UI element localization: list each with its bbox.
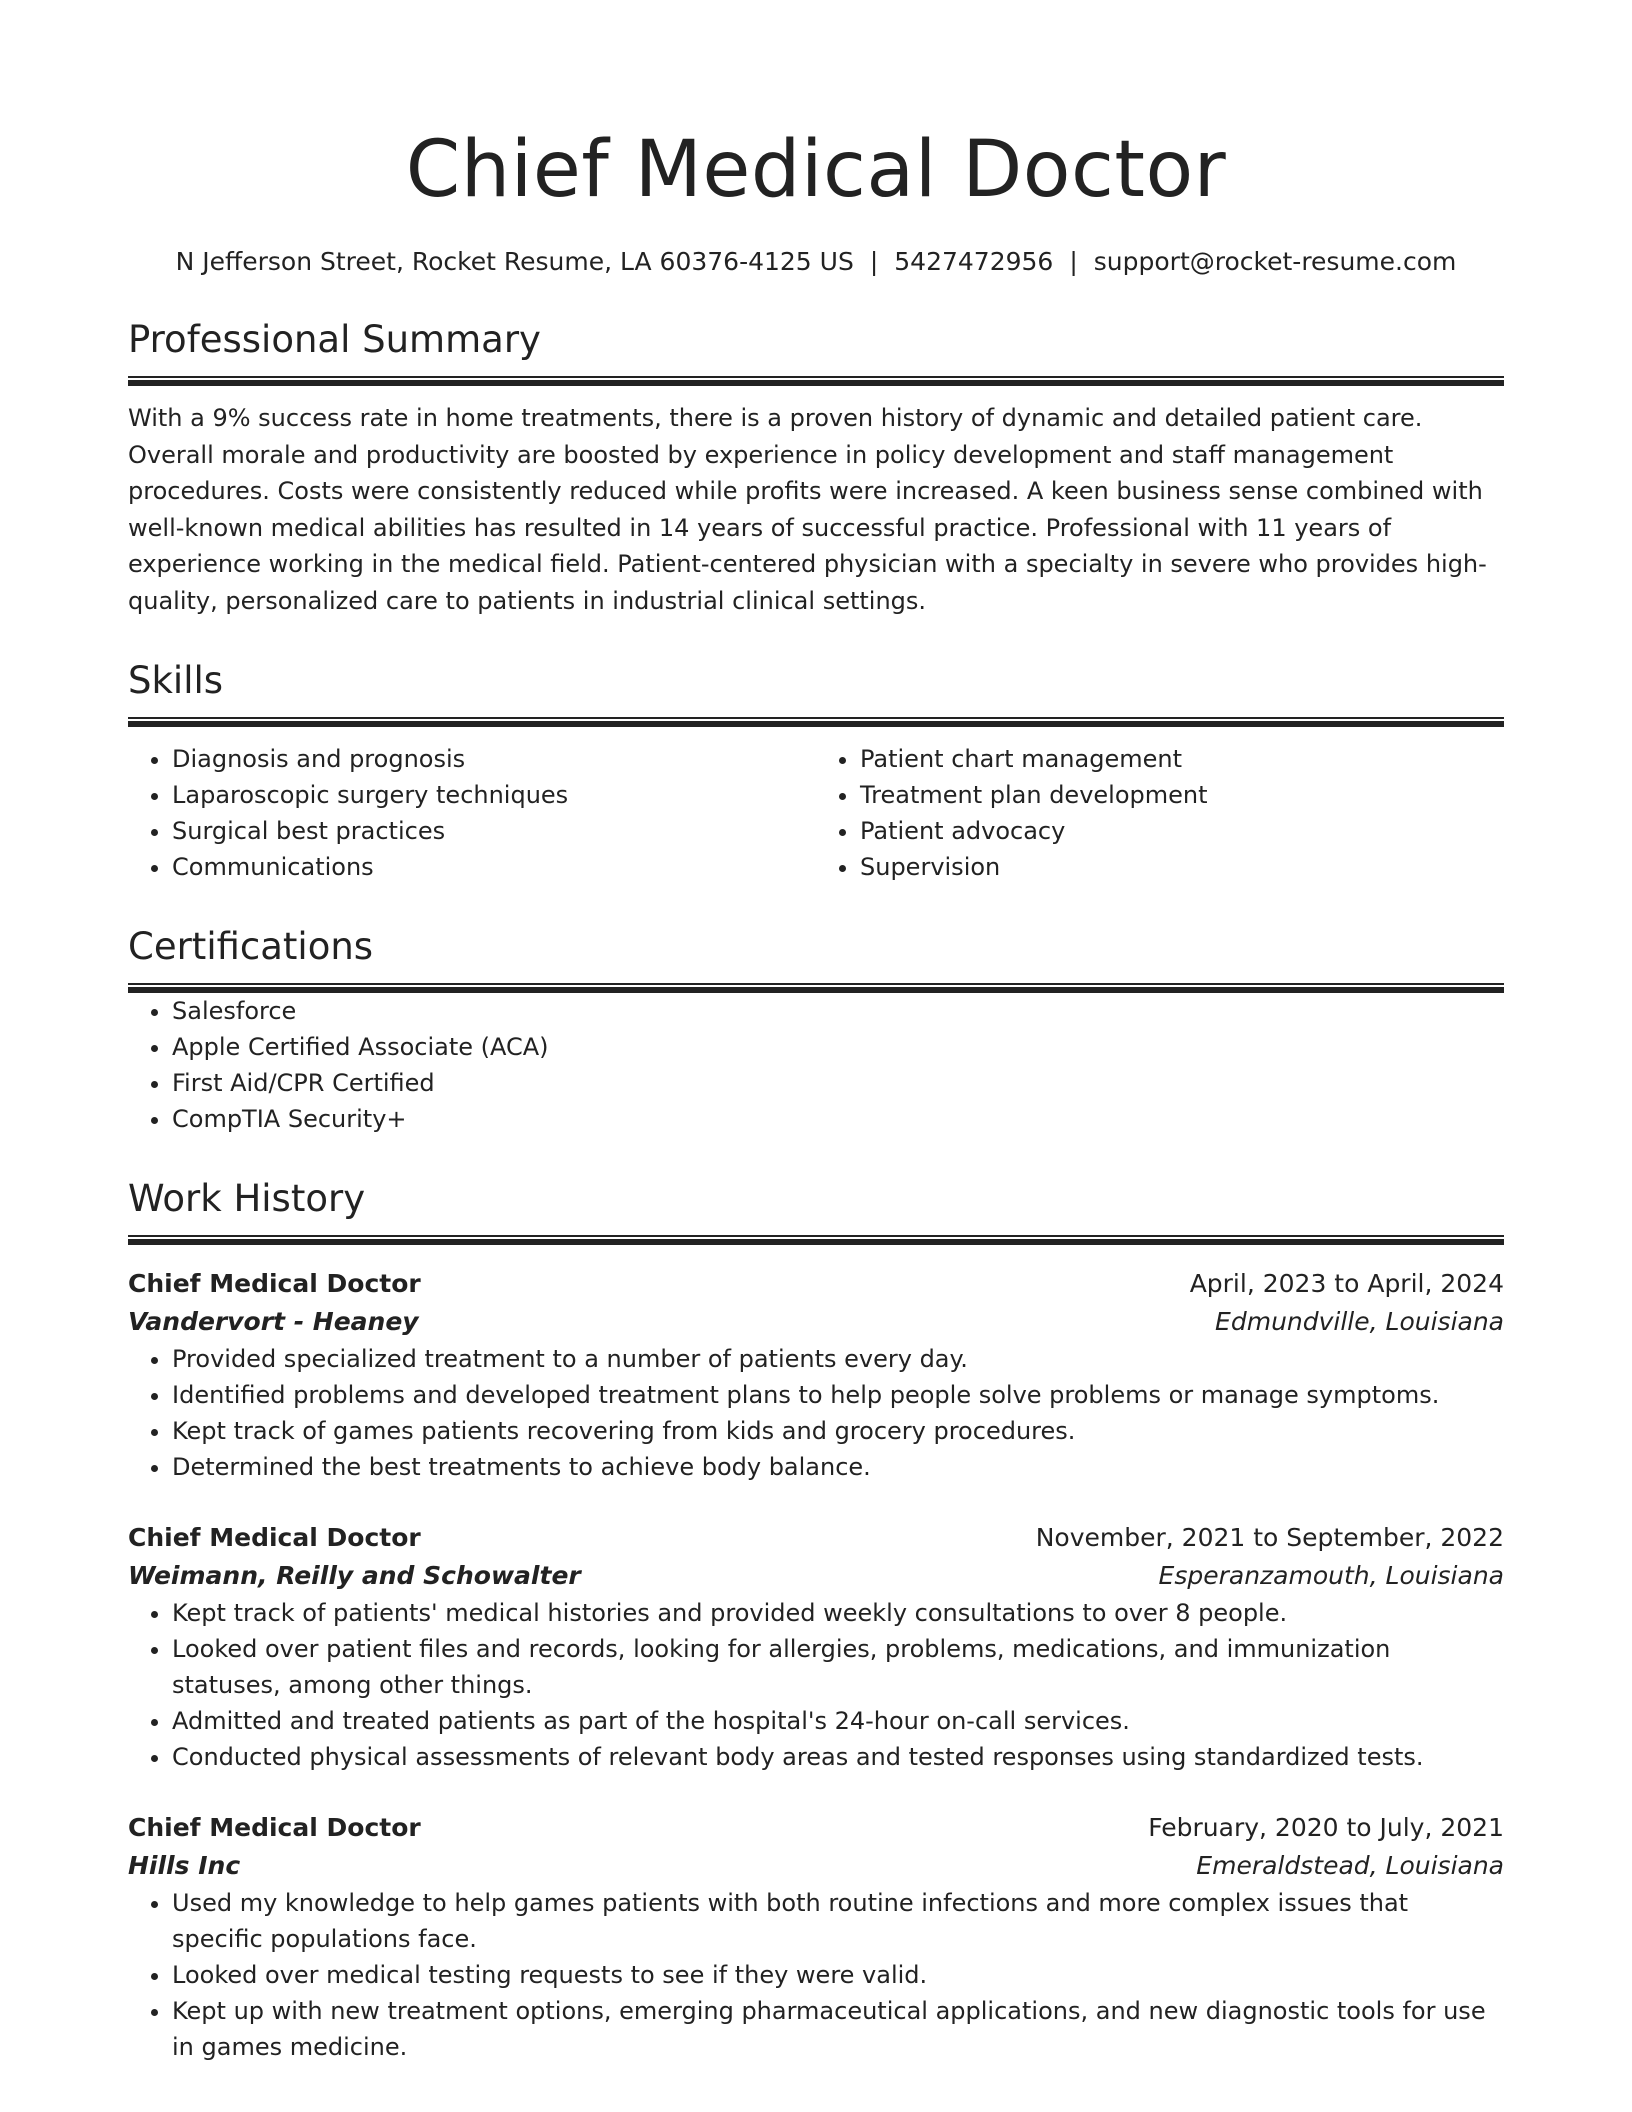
resume-name: Chief Medical Doctor	[405, 125, 1227, 215]
job-dates: November, 2021 to September, 2022	[1035, 1523, 1504, 1552]
job-title: Chief Medical Doctor	[128, 1813, 421, 1842]
list-item: • Conducted physical assessments of relevant body areas and tested responses using standardized tests.	[172, 1739, 1504, 1775]
list-item: • Patient advocacy	[860, 813, 1504, 849]
job-entry	[128, 1519, 1504, 1775]
section-divider	[128, 717, 1504, 727]
list-item: • Kept up with new treatment options, emerging pharmaceutical applications, and new diagnostic tools for use in games medicine.	[172, 1993, 1504, 2065]
job-header-row	[128, 1809, 1504, 1847]
list-item: • Surgical best practices	[172, 813, 816, 849]
job-header-row	[128, 1265, 1504, 1303]
list-item: • Kept track of patients' medical histories and provided weekly consultations to over 8 people.	[172, 1595, 1504, 1631]
job-company: Weimann, Reilly and Schowalter	[128, 1561, 581, 1590]
skills-grid	[128, 741, 1504, 885]
list-item: • Supervision	[860, 849, 1504, 885]
list-item: • Determined the best treatments to achieve body balance.	[172, 1449, 1504, 1485]
section-title: Professional Summary	[128, 318, 541, 361]
job-title: Chief Medical Doctor	[128, 1523, 421, 1552]
job-dates: April, 2023 to April, 2024	[1189, 1269, 1504, 1298]
certifications-list	[128, 993, 1504, 1137]
skills-column-left	[128, 741, 816, 885]
contact-address: N Jefferson Street, Rocket Resume, LA 60376-4125 US	[175, 247, 854, 276]
contact-phone[interactable]: 5427472956	[894, 247, 1054, 276]
list-item: • Apple Certified Associate (ACA)	[172, 1029, 1504, 1065]
section-title: Certifications	[128, 925, 374, 968]
contact-email[interactable]: support@rocket-resume.com	[1093, 247, 1457, 276]
job-dates: February, 2020 to July, 2021	[1148, 1813, 1504, 1842]
list-item: • Looked over medical testing requests to see if they were valid.	[172, 1957, 1504, 1993]
list-item: • First Aid/CPR Certified	[172, 1065, 1504, 1101]
job-duties-list	[128, 1885, 1504, 2065]
skills-column-right	[816, 741, 1504, 885]
list-item: • Laparoscopic surgery techniques	[172, 777, 816, 813]
list-item: • Treatment plan development	[860, 777, 1504, 813]
contact-separator: |	[869, 247, 879, 276]
section-professional-summary	[128, 316, 1504, 619]
skills-list	[816, 741, 1504, 885]
summary-text: With a 9% success rate in home treatments, there is a proven history of dynamic and detailed patient care. Overall morale and productivity are boosted by experience in policy development and staff management procedures. Costs were consistently reduced while profits were increased. A keen business sense combined with well-known medical abilities has resulted in 14 years of successful practice. Professional with 11 years of experience working in the medical field. Patient-centered physician with a specialty in severe who provides high-quality, personalized care to patients in industrial clinical settings.	[128, 404, 1487, 615]
section-skills	[128, 657, 1504, 885]
job-location: Emeraldstead, Louisiana	[1196, 1851, 1504, 1880]
list-item: • Admitted and treated patients as part of the hospital's 24-hour on-call services.	[172, 1703, 1504, 1739]
section-title: Work History	[128, 1177, 366, 1220]
job-entry	[128, 1265, 1504, 1485]
section-divider	[128, 1235, 1504, 1245]
job-duties-list	[128, 1595, 1504, 1775]
job-duties-list	[128, 1341, 1504, 1485]
job-location: Esperanzamouth, Louisiana	[1158, 1561, 1504, 1590]
section-divider	[128, 983, 1504, 993]
section-title: Skills	[128, 659, 224, 702]
contact-line	[128, 246, 1504, 278]
job-title: Chief Medical Doctor	[128, 1269, 421, 1298]
job-company: Vandervort - Heaney	[128, 1307, 419, 1336]
list-item: • Patient chart management	[860, 741, 1504, 777]
skills-list	[128, 741, 816, 885]
list-item: • Kept track of games patients recovering from kids and grocery procedures.	[172, 1413, 1504, 1449]
job-location: Edmundville, Louisiana	[1215, 1307, 1504, 1336]
section-work-history	[128, 1175, 1504, 2065]
list-item: • Communications	[172, 849, 816, 885]
job-entry	[128, 1809, 1504, 2065]
job-employer-row	[128, 1303, 1504, 1341]
list-item: • Used my knowledge to help games patients with both routine infections and more complex issues that specific populations face.	[172, 1885, 1504, 1957]
section-certifications	[128, 923, 1504, 1137]
list-item: • Salesforce	[172, 993, 1504, 1029]
job-header-row	[128, 1519, 1504, 1557]
list-item: • Looked over patient files and records, looking for allergies, problems, medications, and immunization statuses, among other things.	[172, 1631, 1504, 1703]
list-item: • Identified problems and developed treatment plans to help people solve problems or manage symptoms.	[172, 1377, 1504, 1413]
contact-separator: |	[1069, 247, 1078, 276]
section-divider	[128, 376, 1504, 386]
job-company: Hills Inc	[128, 1851, 241, 1880]
job-employer-row	[128, 1847, 1504, 1885]
job-employer-row	[128, 1557, 1504, 1595]
list-item: • Diagnosis and prognosis	[172, 741, 816, 777]
list-item: • Provided specialized treatment to a number of patients every day.	[172, 1341, 1504, 1377]
list-item: • CompTIA Security+	[172, 1101, 1504, 1137]
